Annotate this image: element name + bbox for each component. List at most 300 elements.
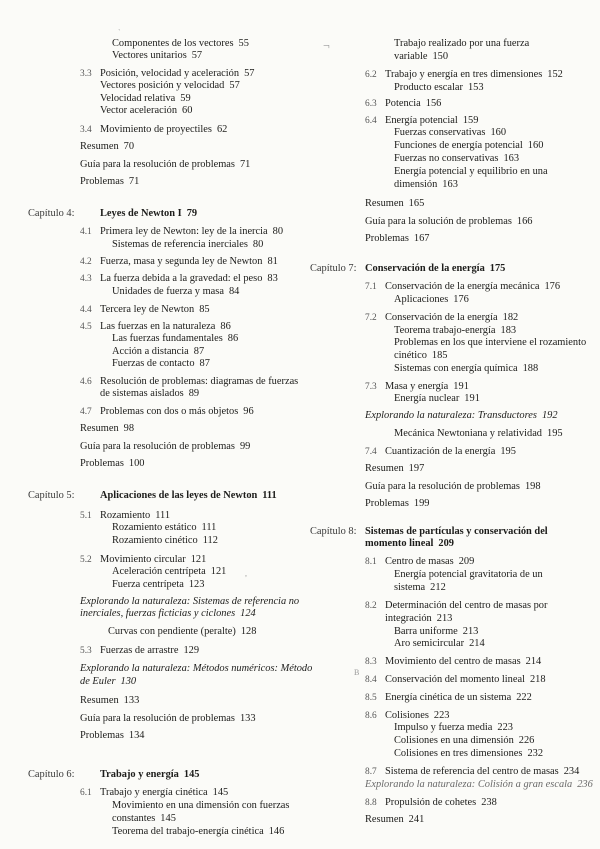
scan-mark: B [354,668,360,677]
entry-title-centro-de-masas [385,556,474,568]
entry-label: Trabajo y energía [100,769,179,780]
entry-label: Resumen [80,141,119,152]
page-number: 197 [408,463,425,474]
entry-title-potencia [385,98,441,110]
entry-label: Problemas [80,730,124,741]
entry-title-fuerza-masa-y-segunda-ley-de-newton [100,256,278,268]
page-number: 99 [239,441,251,452]
entry-title-fuerzas-no-conservativas [394,153,519,165]
entry-title-problemas-en-los-que-interviene-el-rozam [394,337,586,349]
entry-label: Energía cinética de un sistema [385,692,512,703]
page-number: 81 [267,256,278,267]
entry-title-funciones-de-energia-potencial [394,140,543,152]
entry-label: Explorando la naturaleza: Colisión a gran escala [365,779,573,790]
page-number: 57 [191,50,203,61]
entry-label: Vector aceleración [100,105,178,116]
page-number: 238 [481,797,497,808]
entry-label: Determinación del centro de masas por [385,600,548,611]
section-number: 8.2 [365,601,377,611]
page-number: 130 [120,676,137,687]
page-number: 89 [188,388,200,399]
section-number: 4.1 [80,227,92,237]
entry-title-momento-lineal [365,538,454,550]
page-number: 60 [182,105,193,116]
entry-label: Problemas [80,458,124,469]
chapter-number: Capítulo 8: [310,526,357,537]
entry-title-primera-ley-de-newton-ley-de-la-inercia [100,226,283,238]
entry-label: Resumen [365,198,404,209]
entry-label: Barra uniforme [394,626,458,637]
section-number: 5.3 [80,646,92,656]
entry-title-resumen [365,814,424,826]
page-number: 111 [201,522,217,533]
page-number: 198 [524,481,541,492]
page-number: 128 [240,626,257,637]
page-number: 57 [229,80,240,91]
entry-title-producto-escalar [394,82,484,94]
page-number: 71 [128,176,140,187]
entry-title-resumen [365,463,424,475]
entry-label: Vectores posición y velocidad [100,80,225,91]
page-number: 123 [188,579,205,590]
page-number: 129 [183,645,200,656]
entry-title-componentes-de-los-vectores [112,38,249,50]
entry-label: Resumen [365,463,404,474]
entry-title-propulsion-de-cohetes [385,797,497,809]
entry-label: de Euler [80,676,116,687]
entry-label: Colisiones en una dimensión [394,735,514,746]
entry-title-energia-potencial-y-equilibrio-en-una [394,166,548,178]
entry-title-aplicaciones [394,294,469,306]
section-number: 6.4 [365,116,377,126]
entry-label: momento lineal [365,538,434,549]
page-number: 146 [268,826,285,837]
page-number: 218 [529,674,546,685]
entry-label: Rozamiento cinético [112,535,198,546]
page-number: 191 [453,381,469,392]
entry-label: Fuerzas de contacto [112,358,195,369]
page-number: 167 [413,233,430,244]
entry-title-rozamiento [100,510,170,522]
entry-label: Rozamiento estático [112,522,197,533]
entry-title-resumen [80,695,139,707]
entry-label: Centro de masas [385,556,454,567]
entry-label: Sistemas de referencia inerciales [112,239,248,250]
entry-label: Explorando la naturaleza: Sistemas de referencia no [80,596,300,607]
page-number: 214 [525,656,542,667]
entry-label: Movimiento de proyectiles [100,124,212,135]
entry-title-de-sistemas-aislados [100,388,199,400]
entry-label: Componentes de los vectores [112,38,234,49]
entry-title-guia-para-la-resolucion-de-problemas [80,441,250,453]
entry-label: sistema [394,582,426,593]
page-number: 55 [238,38,249,49]
page-number: 175 [489,263,506,274]
toc-right-column [300,0,600,849]
entry-title-teorema-del-trabajo-energia-cinetica [112,826,284,838]
page-number: 163 [442,179,458,190]
page-number: 96 [243,406,254,417]
entry-title-problemas [80,458,144,470]
page-number: 156 [425,98,442,109]
entry-title-energia-potencial-gravitatoria-de-un [394,569,543,581]
entry-title-conservacion-de-la-energia-mecanica [385,281,560,293]
page-number: 176 [544,281,561,292]
entry-label: Resumen [80,695,119,706]
entry-title-trabajo-realizado-por-una-fuerza [394,38,529,50]
page-number: 163 [503,153,520,164]
entry-label: Problemas en los que interviene el rozamiento [394,337,587,348]
entry-title-movimiento-circular [100,554,206,566]
entry-title-problemas [80,176,139,188]
entry-label: Conservación de la energía mecánica [385,281,540,292]
entry-label: Tercera ley de Newton [100,304,195,315]
entry-title-trabajo-y-energia [100,769,199,781]
entry-title-determinacion-del-centro-de-masas-por [385,600,547,612]
entry-title-resumen [80,423,134,435]
entry-label: Aceleración centrípeta [112,566,206,577]
page-number: 222 [516,692,532,703]
section-number: 5.1 [80,511,92,521]
chapter-number: Capítulo 7: [310,263,357,274]
entry-label: Fuerza centrípeta [112,579,184,590]
entry-title-la-fuerza-debida-a-la-gravedad-el-peso [100,273,278,285]
entry-label: Las fuerzas fundamentales [112,333,223,344]
entry-label: Potencia [385,98,421,109]
page-number: 192 [541,410,558,421]
entry-title-conservacion-de-la-energia [385,312,518,324]
page-number: 185 [431,350,448,361]
entry-title-sistemas-de-referencia-inerciales [112,239,263,251]
page-number: 87 [199,358,210,369]
section-number: 8.8 [365,798,377,808]
page-number: 153 [467,82,484,93]
page-number: 191 [464,393,480,404]
page-number: 80 [272,226,284,237]
entry-label: de sistemas aislados [100,388,184,399]
entry-label: inerciales, fuerzas ficticias y ciclones [80,608,236,619]
entry-label: Propulsión de cohetes [385,797,477,808]
entry-title-variable [394,51,448,63]
entry-title-resumen [80,141,134,153]
page-number: 212 [430,582,446,593]
entry-label: Energía nuclear [394,393,460,404]
entry-label: Resumen [365,814,404,825]
entry-label: Leyes de Newton I [100,208,182,219]
chapter-number: Capítulo 4: [28,208,75,219]
entry-title-inerciales-fuerzas-ficticias-y-ciclones [80,608,256,620]
page-number: 241 [408,814,425,825]
entry-label: Energía potencial y equilibrio en una [394,166,548,177]
entry-title-constantes [112,813,176,825]
entry-label: dimensión [394,179,438,190]
entry-title-conservacion-de-la-energia [365,263,505,275]
page-number: 121 [210,566,227,577]
page-number: 84 [228,286,240,297]
section-number: 7.1 [365,282,377,292]
entry-title-explorando-la-naturaleza-metodos-numeric [80,663,312,675]
page-number: 152 [547,69,563,80]
entry-label: Movimiento en una dimensión con fuerzas [112,800,290,811]
section-number: 8.1 [365,557,377,567]
entry-label: Impulso y fuerza media [394,722,493,733]
entry-label: Problemas [80,176,124,187]
entry-label: Vectores unitarios [112,50,187,61]
entry-title-guia-para-la-resolucion-de-problemas [80,713,256,725]
page-number: 79 [186,208,198,219]
section-number: 6.1 [80,788,92,798]
entry-label: Colisiones en tres dimensiones [394,748,523,759]
entry-title-mecanica-newtoniana-y-relatividad [394,428,563,440]
entry-title-energia-potencial [385,115,478,127]
section-number: 8.3 [365,657,377,667]
page-number: 195 [547,428,563,439]
page-number: 62 [216,124,228,135]
entry-title-cinetico [394,350,447,362]
entry-label: Trabajo realizado por una fuerza [394,38,530,49]
entry-title-vector-aceleracion [100,105,192,117]
page-number: 176 [453,294,469,305]
entry-label: Guía para la resolución de problemas [80,159,235,170]
entry-title-movimiento-del-centro-de-masas [385,656,541,668]
page-number: 124 [240,608,256,619]
page-number: 111 [155,510,171,521]
page-number: 213 [436,613,453,624]
entry-label: Masa y energía [385,381,449,392]
page-number: 150 [432,51,449,62]
entry-label: Teorema trabajo-energía [394,325,496,336]
section-number: 8.6 [365,711,377,721]
page-number: 183 [500,325,517,336]
page-number: 145 [212,787,229,798]
entry-label: Sistema de referencia del centro de masas [385,766,559,777]
entry-label: Cuantización de la energía [385,446,496,457]
entry-title-barra-uniforme [394,626,478,638]
entry-title-vectores-posicion-y-velocidad [100,80,240,92]
page-number: 83 [267,273,278,284]
section-number: 8.5 [365,693,377,703]
entry-title-fuerza-centripeta [112,579,204,591]
entry-title-resolucion-de-problemas-diagramas-de-fue [100,376,298,388]
page-number: 86 [220,321,231,332]
page-number: 145 [183,769,200,780]
entry-title-colisiones [385,710,449,722]
page-number: 209 [458,556,475,567]
chapter-number: Capítulo 6: [28,769,75,780]
page-number: 133 [239,713,256,724]
section-number: 4.6 [80,377,92,387]
chapter-number: Capítulo 5: [28,490,75,501]
entry-label: Aro semicircular [394,638,465,649]
entry-label: constantes [112,813,156,824]
entry-title-fuerzas-de-contacto [112,358,210,370]
entry-title-problemas [365,498,429,510]
entry-title-colisiones-en-una-dimension [394,735,534,747]
scan-mark: ` [118,28,121,37]
entry-title-resumen [365,198,424,210]
entry-label: Resolución de problemas: diagramas de fuerzas [100,376,299,387]
page-number: 234 [563,766,580,777]
entry-title-sistema [394,582,446,594]
entry-title-sistemas-de-particulas-y-conservacion-de [365,526,548,538]
entry-label: Velocidad relativa [100,93,176,104]
entry-label: Sistemas con energía química [394,363,518,374]
entry-title-problemas [365,233,429,245]
entry-label: Primera ley de Newton: ley de la inercia [100,226,268,237]
entry-label: Aplicaciones [394,294,449,305]
page-number: 86 [227,333,239,344]
entry-title-masa-y-energia [385,381,469,393]
entry-title-impulso-y-fuerza-media [394,722,513,734]
entry-label: Colisiones [385,710,429,721]
section-number: 4.7 [80,407,92,417]
page-number: 71 [239,159,251,170]
entry-title-conservacion-del-momento-lineal [385,674,546,686]
entry-title-integracion [385,613,452,625]
entry-title-sistema-de-referencia-del-centro-de-masa [385,766,579,778]
entry-title-energia-cinetica-de-un-sistema [385,692,532,704]
page-number: 111 [262,490,277,501]
scan-mark: ¬ [323,38,330,52]
page-number: 145 [160,813,176,824]
entry-label: Guía para la resolución de problemas [80,713,235,724]
scan-mark: , [245,569,247,578]
section-number: 7.2 [365,313,377,323]
page-number: 80 [252,239,264,250]
entry-label: Funciones de energía potencial [394,140,523,151]
entry-title-fuerzas-de-arrastre [100,645,199,657]
entry-title-tercera-ley-de-newton [100,304,210,316]
entry-title-colisiones-en-tres-dimensiones [394,748,543,760]
entry-title-las-fuerzas-fundamentales [112,333,238,345]
entry-title-aceleracion-centripeta [112,566,226,578]
entry-title-accion-a-distancia [112,346,204,358]
section-number: 7.4 [365,447,377,457]
entry-label: Fuerzas no conservativas [394,153,499,164]
entry-title-trabajo-y-energia-cinetica [100,787,228,799]
page-number: 70 [123,141,135,152]
page-number: 160 [490,127,507,138]
page-number: 112 [202,535,218,546]
entry-label: Teorema del trabajo-energía cinética [112,826,264,837]
entry-label: Fuerza, masa y segunda ley de Newton [100,256,263,267]
page-number: 100 [128,458,145,469]
entry-label: Rozamiento [100,510,151,521]
page-number: 223 [497,722,513,733]
entry-label: Posición, velocidad y aceleración [100,68,240,79]
page-number: 59 [180,93,191,104]
entry-label: Energía potencial gravitatoria de un [394,569,543,580]
entry-label: Producto escalar [394,82,463,93]
entry-title-problemas [80,730,144,742]
page-number: 226 [518,735,535,746]
entry-title-cuantizacion-de-la-energia [385,446,516,458]
entry-label: Conservación de la energía [365,263,485,274]
entry-title-trabajo-y-energia-en-tres-dimensiones [385,69,563,81]
entry-title-guia-para-la-solucion-de-problemas [365,216,532,228]
entry-label: Sistemas de partículas y conservación del [365,526,548,537]
entry-label: cinético [394,350,427,361]
entry-label: Conservación de la energía [385,312,498,323]
section-number: 3.3 [80,69,92,79]
entry-title-dimension [394,179,458,191]
page-number: 209 [438,538,454,549]
entry-title-de-euler [80,676,136,688]
entry-title-movimiento-en-una-dimension-con-fuerzas [112,800,289,812]
section-number: 4.4 [80,305,92,315]
entry-title-sistemas-con-energia-quimica [394,363,538,375]
section-number: 3.4 [80,125,92,135]
page-number: 85 [199,304,210,315]
page-number: 98 [123,423,135,434]
entry-label: integración [385,613,432,624]
entry-label: Curvas con pendiente (peralte) [108,626,236,637]
section-number: 4.3 [80,274,92,284]
entry-title-teorema-trabajo-energia [394,325,516,337]
page-number: 134 [128,730,145,741]
page-number: 166 [516,216,533,227]
page-number: 213 [462,626,479,637]
page-number: 182 [502,312,519,323]
entry-label: Unidades de fuerza y masa [112,286,224,297]
page-number: 87 [193,346,205,357]
entry-title-rozamiento-cinetico [112,535,218,547]
entry-label: Explorando la naturaleza: Transductores [365,410,537,421]
entry-label: Trabajo y energía cinética [100,787,208,798]
entry-label: Explorando la naturaleza: Métodos numéricos: Método [80,663,313,674]
entry-title-las-fuerzas-en-la-naturaleza [100,321,231,333]
entry-label: Problemas [365,233,409,244]
entry-label: variable [394,51,428,62]
entry-title-velocidad-relativa [100,93,191,105]
entry-title-fuerzas-conservativas [394,127,506,139]
section-number: 6.2 [365,70,377,80]
page-number: 159 [462,115,479,126]
page-number: 188 [522,363,539,374]
page-number: 133 [123,695,140,706]
entry-title-explorando-la-naturaleza-sistemas-de-ref [80,596,299,608]
entry-title-unidades-de-fuerza-y-masa [112,286,239,298]
entry-title-problemas-con-dos-o-mas-objetos [100,406,254,418]
entry-title-leyes-de-newton-i [100,208,197,220]
page-number: 160 [527,140,544,151]
entry-label: Guía para la resolución de problemas [80,441,235,452]
entry-label: Fuerzas conservativas [394,127,486,138]
entry-title-aplicaciones-de-las-leyes-de-newton [100,490,277,502]
entry-label: Trabajo y energía en tres dimensiones [385,69,543,80]
entry-label: Movimiento circular [100,554,186,565]
entry-title-curvas-con-pendiente-peralte [108,626,256,638]
entry-label: Problemas con dos o más objetos [100,406,239,417]
entry-label: Resumen [80,423,119,434]
entry-label: Guía para la solución de problemas [365,216,512,227]
entry-title-movimiento-de-proyectiles [100,124,227,136]
entry-label: Aplicaciones de las leyes de Newton [100,490,258,501]
page-number: 232 [527,748,544,759]
page-number: 214 [469,638,485,649]
entry-title-rozamiento-estatico [112,522,216,534]
entry-label: Movimiento del centro de masas [385,656,521,667]
entry-label: Conservación del momento lineal [385,674,525,685]
page-number: 195 [500,446,516,457]
section-number: 6.3 [365,99,377,109]
entry-label: Las fuerzas en la naturaleza [100,321,216,332]
entry-label: La fuerza debida a la gravedad: el peso [100,273,263,284]
section-number: 7.3 [365,382,377,392]
section-number: 4.5 [80,322,92,332]
section-number: 4.2 [80,257,92,267]
entry-title-aro-semicircular [394,638,485,650]
